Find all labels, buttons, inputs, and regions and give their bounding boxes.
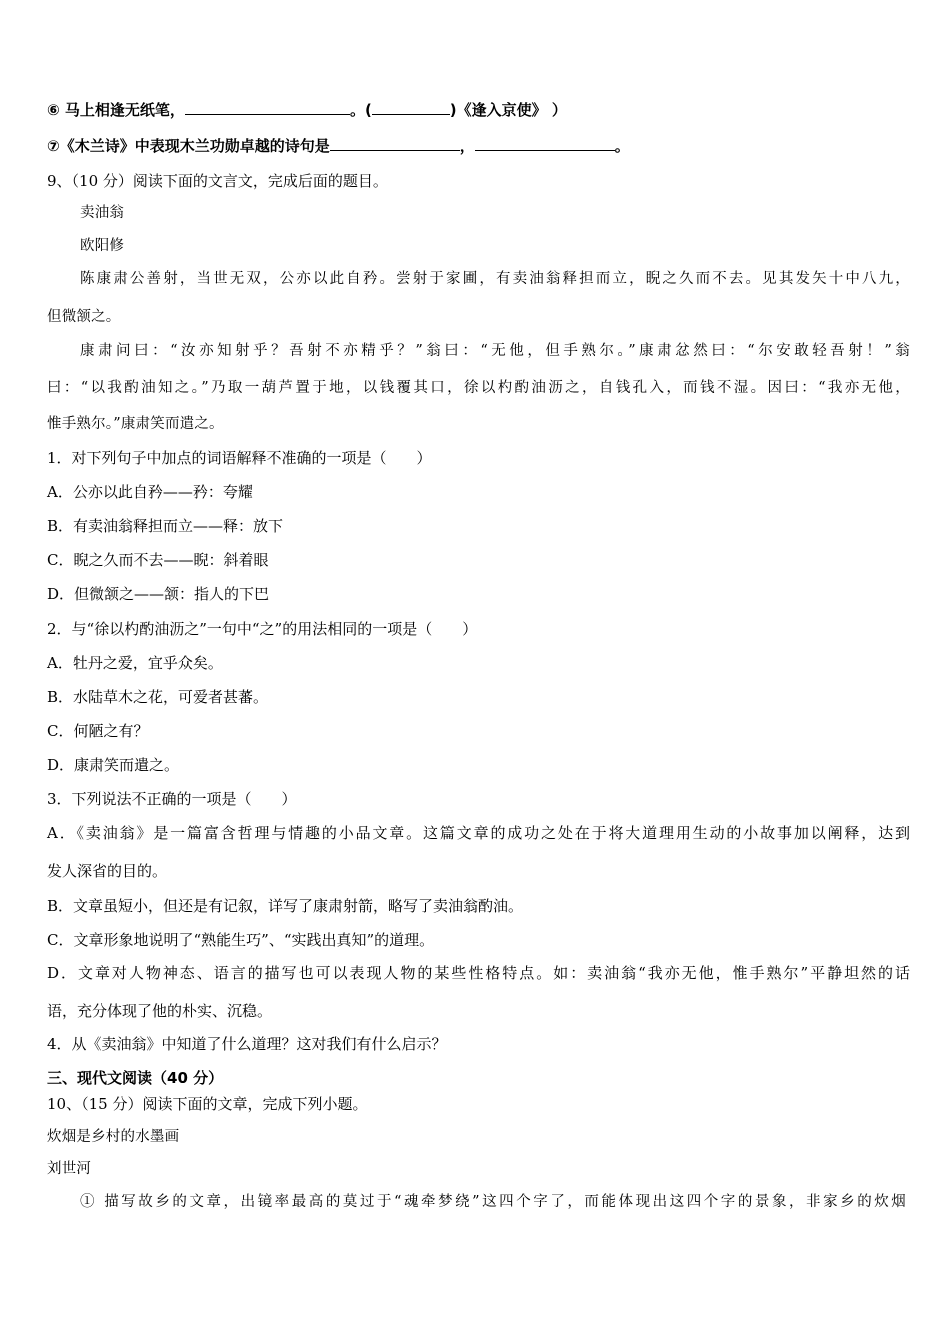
question-1-option-d: D．但微颔之——颔：指人的下巴	[47, 585, 270, 603]
question-4-stem: 4．从《卖油翁》中知道了什么道理？这对我们有什么启示？	[47, 1035, 447, 1053]
question-1-option-c: C．睨之久而不去——睨：斜着眼	[47, 551, 269, 569]
question-2-option-a: A．牡丹之爱，宜乎众矣。	[47, 654, 223, 672]
passage-paragraph-2: 康肃问曰：“汝亦知射乎？吾射不亦精乎？”翁曰：“无他，但手熟尔。”康肃忿然曰：“尔安敢轻吾射！”翁	[80, 343, 910, 359]
modern-passage-author: 刘世河	[47, 1161, 92, 1177]
passage-paragraph-1: 陈康肃公善射，当世无双，公亦以此自矜。尝射于家圃，有卖油翁释担而立，睨之久而不去。见其发矢十中八九，	[80, 271, 910, 287]
question-3-option-a: A．《卖油翁》是一篇富含哲理与情趣的小品文章。这篇文章的成功之处在于将大道理用生动的小故事加以阐释，达到	[47, 824, 910, 842]
modern-passage-title: 炊烟是乡村的水墨画	[47, 1129, 180, 1145]
question-3-option-c: C．文章形象地说明了“熟能生巧”、“实践出真知”的道理。	[47, 931, 435, 949]
question-3-option-d-cont: 语，充分体现了他的朴实、沉稳。	[47, 1002, 273, 1020]
passage-paragraph-2-cont: 曰：“以我酌油知之。”乃取一葫芦置于地，以钱覆其口，徐以杓酌油沥之，自钱孔入，而钱不湿。因曰：“我亦无他，	[47, 380, 910, 396]
question-3-option-b: B．文章虽短小，但还是有记叙，详写了康肃射箭，略写了卖油翁酌油。	[47, 897, 524, 915]
answer-blank[interactable]	[372, 99, 450, 115]
passage-author: 欧阳修	[80, 238, 125, 254]
question-3-option-d: D．文章对人物神态、语言的描写也可以表现人物的某些性格特点。如：卖油翁“我亦无他，惟手熟尔”平静坦然的话	[47, 964, 910, 982]
passage-title: 卖油翁	[80, 205, 125, 221]
question-3-stem: 3．下列说法不正确的一项是（ ）	[47, 790, 297, 808]
section-title: 三、现代文阅读（40 分）	[47, 1069, 224, 1087]
fill-in-question-6: ⑥ 马上相逢无纸笔， 。( )《逢入京使》 ）	[47, 101, 567, 119]
question-10-header: 10、（15 分）阅读下面的文章，完成下列小题。	[47, 1095, 368, 1113]
answer-blank[interactable]	[475, 135, 615, 151]
modern-passage-paragraph-1: ① 描写故乡的文章，出镜率最高的莫过于“魂牵梦绕”这四个字了，而能体现出这四个字的景象，非家乡的炊烟	[80, 1194, 906, 1210]
passage-paragraph-2-end: 惟手熟尔。”康肃笑而遣之。	[47, 416, 224, 432]
question-9-header: 9、（10 分）阅读下面的文言文，完成后面的题目。	[47, 172, 388, 190]
answer-blank[interactable]	[330, 135, 460, 151]
question-1-option-a: A．公亦以此自矜——矜：夸耀	[47, 483, 253, 501]
question-2-option-c: C．何陋之有？	[47, 722, 149, 740]
question-2-option-b: B．水陆草木之花，可爱者甚蕃。	[47, 688, 269, 706]
question-1-option-b: B．有卖油翁释担而立——释：放下	[47, 517, 284, 535]
question-3-option-a-cont: 发人深省的目的。	[47, 862, 168, 880]
answer-blank[interactable]	[185, 99, 350, 115]
question-2-option-d: D．康肃笑而遣之。	[47, 756, 180, 774]
fill-in-question-7: ⑦《木兰诗》中表现木兰功勋卓越的诗句是 ， 。	[47, 137, 630, 155]
question-1-stem: 1．对下列句子中加点的词语解释不准确的一项是（ ）	[47, 449, 432, 467]
passage-paragraph-1-cont: 但微颔之。	[47, 309, 121, 325]
question-2-stem: 2．与“徐以杓酌油沥之”一句中“之”的用法相同的一项是（ ）	[47, 620, 478, 638]
